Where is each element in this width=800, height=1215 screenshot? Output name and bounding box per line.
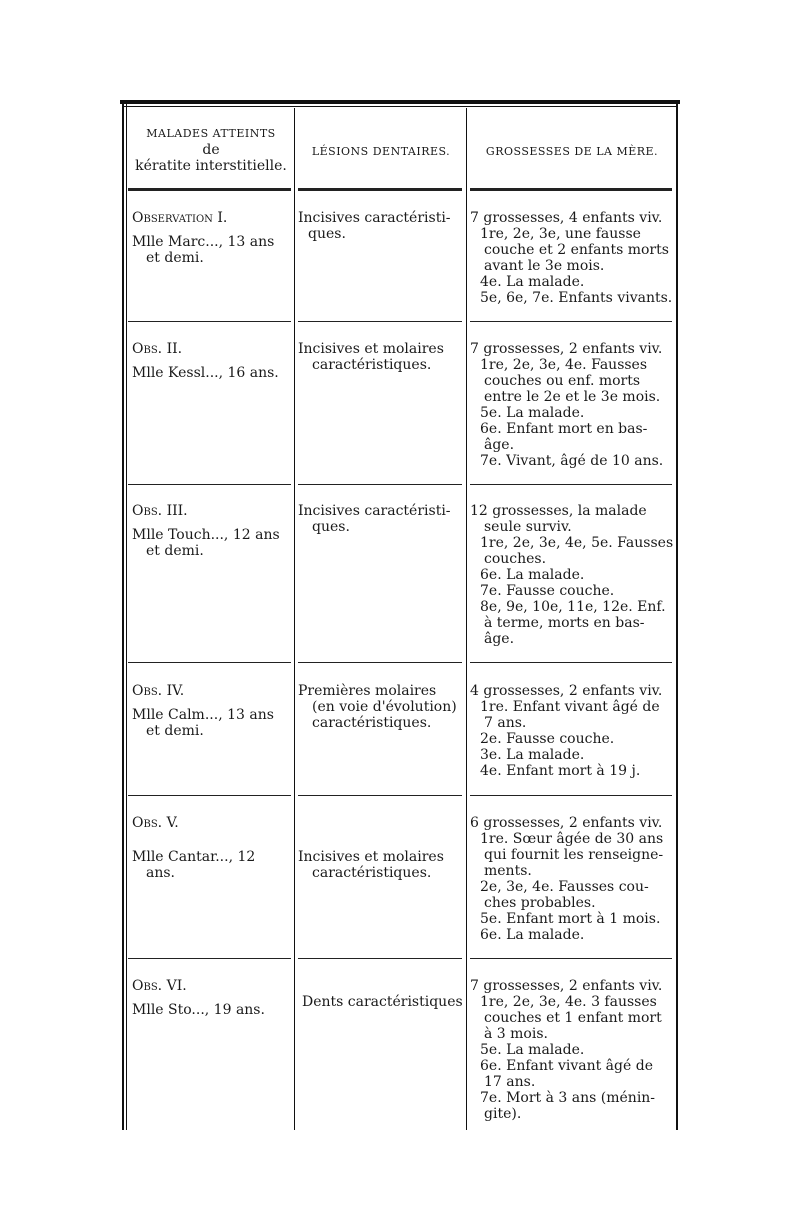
- row-4-patient-line-2: et demi.: [146, 723, 204, 739]
- row-3-separator-1: [128, 662, 291, 663]
- row-2-grossesses: [470, 341, 674, 469]
- row-2-separator-3: [470, 484, 672, 485]
- row-4-lesions: [298, 683, 464, 731]
- table-left-border: [122, 100, 124, 1130]
- row-5-g-line-4: ments.: [484, 863, 532, 879]
- row-2-g-line-7: âge.: [484, 437, 515, 453]
- row-3-g-line-1: 12 grossesses, la malade: [470, 503, 647, 519]
- column-divider-2: [466, 108, 467, 1130]
- row-6-lesions-line-1: Dents caractéristiques: [302, 994, 463, 1010]
- row-4-g-line-5: 3e. La malade.: [480, 747, 585, 763]
- row-5-g-line-8: 6e. La malade.: [480, 927, 585, 943]
- row-4-lesions-line-2: (en voie d'évolution): [312, 699, 457, 715]
- row-1-g-line-3: couche et 2 enfants morts: [484, 242, 669, 258]
- row-5-grossesses: [470, 815, 674, 943]
- row-2-g-line-4: entre le 2e et le 3e mois.: [484, 389, 661, 405]
- column-divider-1: [294, 108, 295, 1130]
- row-5-g-line-6: ches probables.: [484, 895, 596, 911]
- row-2-lesions: [298, 341, 464, 373]
- row-2-patient-line-1: Mlle Kessl..., 16 ans.: [132, 365, 279, 381]
- header-col-2-text: LÉSIONS DENTAIRES.: [311, 145, 451, 158]
- row-1-lesions-line-2: ques.: [308, 226, 346, 242]
- row-5-patient: [132, 815, 292, 881]
- row-1-separator-1: [128, 321, 291, 322]
- row-1-obs-label: Observation I.: [132, 210, 228, 226]
- row-3-obs-label: Obs. III.: [132, 503, 188, 519]
- row-2-separator-1: [128, 484, 291, 485]
- row-1-grossesses: [470, 210, 674, 306]
- row-5-g-line-1: 6 grossesses, 2 enfants viv.: [470, 815, 663, 831]
- row-3-separator-2: [298, 662, 462, 663]
- header-col-1-line-3: kératite interstitielle.: [135, 158, 287, 174]
- row-6-lesions: [302, 994, 468, 1010]
- row-5-obs-label: Obs. V.: [132, 815, 179, 831]
- row-3-patient-line-2: et demi.: [146, 543, 204, 559]
- header-col-1-line-2: de: [202, 142, 220, 158]
- row-6-g-line-6: 6e. Enfant vivant âgé de: [480, 1058, 653, 1074]
- header-col-3-text: GROSSESSES DE LA MÈRE.: [485, 145, 659, 158]
- row-3-g-line-7: 8e, 9e, 10e, 11e, 12e. Enf.: [480, 599, 666, 615]
- row-2-obs-label: Obs. II.: [132, 341, 183, 357]
- row-3-grossesses: [470, 503, 674, 647]
- row-6-g-line-2: 1re, 2e, 3e, 4e. 3 fausses: [480, 994, 657, 1010]
- row-5-patient-line-1: Mlle Cantar..., 12: [132, 849, 256, 865]
- row-3-patient-line-1: Mlle Touch..., 12 ans: [132, 527, 280, 543]
- row-1-g-line-2: 1re, 2e, 3e, une fausse: [480, 226, 641, 242]
- row-6-g-line-3: couches et 1 enfant mort: [484, 1010, 662, 1026]
- row-4-g-line-1: 4 grossesses, 2 enfants viv.: [470, 683, 663, 699]
- row-1-lesions-line-1: Incisives caractéristi-: [298, 210, 451, 226]
- row-5-g-line-2: 1re. Sœur âgée de 30 ans: [480, 831, 664, 847]
- row-2-g-line-1: 7 grossesses, 2 enfants viv.: [470, 341, 663, 357]
- row-5-lesions-line-2: caractéristiques.: [312, 865, 432, 881]
- row-4-g-line-2: 1re. Enfant vivant âgé de: [480, 699, 660, 715]
- row-3-g-line-2: seule surviv.: [484, 519, 572, 535]
- row-3-g-line-9: âge.: [484, 631, 515, 647]
- row-2-patient: [132, 341, 292, 381]
- row-1-g-line-5: 4e. La malade.: [480, 274, 585, 290]
- row-1-patient-line-2: et demi.: [146, 250, 204, 266]
- row-6-grossesses: [470, 978, 674, 1122]
- row-6-patient: [132, 978, 292, 1018]
- row-5-g-line-7: 5e. Enfant mort à 1 mois.: [480, 911, 661, 927]
- header-separator-1: [128, 188, 291, 191]
- row-5-separator-1: [128, 958, 291, 959]
- table-right-border: [676, 100, 678, 1130]
- row-5-g-line-5: 2e, 3e, 4e. Fausses cou-: [480, 879, 649, 895]
- row-4-lesions-line-3: caractéristiques.: [312, 715, 432, 731]
- row-3-lesions: [298, 503, 464, 535]
- row-3-separator-3: [470, 662, 672, 663]
- header-col-1-line-1: MALADES ATTEINTS: [146, 127, 276, 140]
- row-3-patient: [132, 503, 292, 559]
- row-6-g-line-5: 5e. La malade.: [480, 1042, 585, 1058]
- row-2-g-line-3: couches ou enf. morts: [484, 373, 641, 389]
- header-separator-2: [298, 188, 462, 191]
- row-2-g-line-8: 7e. Vivant, âgé de 10 ans.: [480, 453, 664, 469]
- row-2-g-line-6: 6e. Enfant mort en bas-: [480, 421, 648, 437]
- row-6-g-line-1: 7 grossesses, 2 enfants viv.: [470, 978, 663, 994]
- row-1-g-line-4: avant le 3e mois.: [484, 258, 605, 274]
- table-top-border-inner: [122, 106, 678, 107]
- row-6-g-line-4: à 3 mois.: [484, 1026, 548, 1042]
- row-5-separator-2: [298, 958, 462, 959]
- row-3-g-line-8: à terme, morts en bas-: [484, 615, 645, 631]
- row-1-separator-3: [470, 321, 672, 322]
- row-5-g-line-3: qui fournit les renseigne-: [484, 847, 664, 863]
- row-5-lesions-line-1: Incisives et molaires: [298, 849, 444, 865]
- row-2-g-line-5: 5e. La malade.: [480, 405, 585, 421]
- row-6-g-line-9: gite).: [484, 1106, 522, 1122]
- row-2-g-line-2: 1re, 2e, 3e, 4e. Fausses: [480, 357, 648, 373]
- row-1-g-line-6: 5e, 6e, 7e. Enfants vivants.: [480, 290, 673, 306]
- row-4-g-line-4: 2e. Fausse couche.: [480, 731, 615, 747]
- row-2-separator-2: [298, 484, 462, 485]
- row-3-lesions-line-2: ques.: [312, 519, 350, 535]
- row-3-g-line-5: 6e. La malade.: [480, 567, 585, 583]
- row-3-g-line-3: 1re, 2e, 3e, 4e, 5e. Fausses: [480, 535, 674, 551]
- row-3-g-line-4: couches.: [484, 551, 547, 567]
- header-col-3: [468, 144, 676, 160]
- row-1-patient-line-1: Mlle Marc..., 13 ans: [132, 234, 275, 250]
- row-6-patient-line-1: Mlle Sto..., 19 ans.: [132, 1002, 265, 1018]
- row-4-g-line-3: 7 ans.: [484, 715, 527, 731]
- row-3-g-line-6: 7e. Fausse couche.: [480, 583, 615, 599]
- header-col-2: [296, 144, 466, 160]
- row-2-lesions-line-2: caractéristiques.: [312, 357, 432, 373]
- row-1-separator-2: [298, 321, 462, 322]
- row-4-separator-3: [470, 795, 672, 796]
- row-4-separator-1: [128, 795, 291, 796]
- row-5-patient-line-2: ans.: [146, 865, 175, 881]
- row-4-separator-2: [298, 795, 462, 796]
- row-3-lesions-line-1: Incisives caractéristi-: [298, 503, 451, 519]
- row-4-patient-line-1: Mlle Calm..., 13 ans: [132, 707, 274, 723]
- row-2-lesions-line-1: Incisives et molaires: [298, 341, 444, 357]
- table-left-border-inner: [126, 100, 127, 1130]
- table-top-border: [120, 100, 680, 104]
- header-col-1: [128, 126, 294, 174]
- row-4-g-line-6: 4e. Enfant mort à 19 j.: [480, 763, 641, 779]
- row-1-lesions: [298, 210, 464, 242]
- row-5-separator-3: [470, 958, 672, 959]
- row-4-grossesses: [470, 683, 674, 779]
- row-4-obs-label: Obs. IV.: [132, 683, 185, 699]
- row-4-patient: [132, 683, 292, 739]
- row-4-lesions-line-1: Premières molaires: [298, 683, 437, 699]
- row-6-g-line-7: 17 ans.: [484, 1074, 536, 1090]
- row-6-g-line-8: 7e. Mort à 3 ans (ménin-: [480, 1090, 656, 1106]
- row-5-lesions: [298, 849, 464, 881]
- row-6-obs-label: Obs. VI.: [132, 978, 187, 994]
- row-1-patient: [132, 210, 292, 266]
- row-1-g-line-1: 7 grossesses, 4 enfants viv.: [470, 210, 663, 226]
- header-separator-3: [470, 188, 672, 191]
